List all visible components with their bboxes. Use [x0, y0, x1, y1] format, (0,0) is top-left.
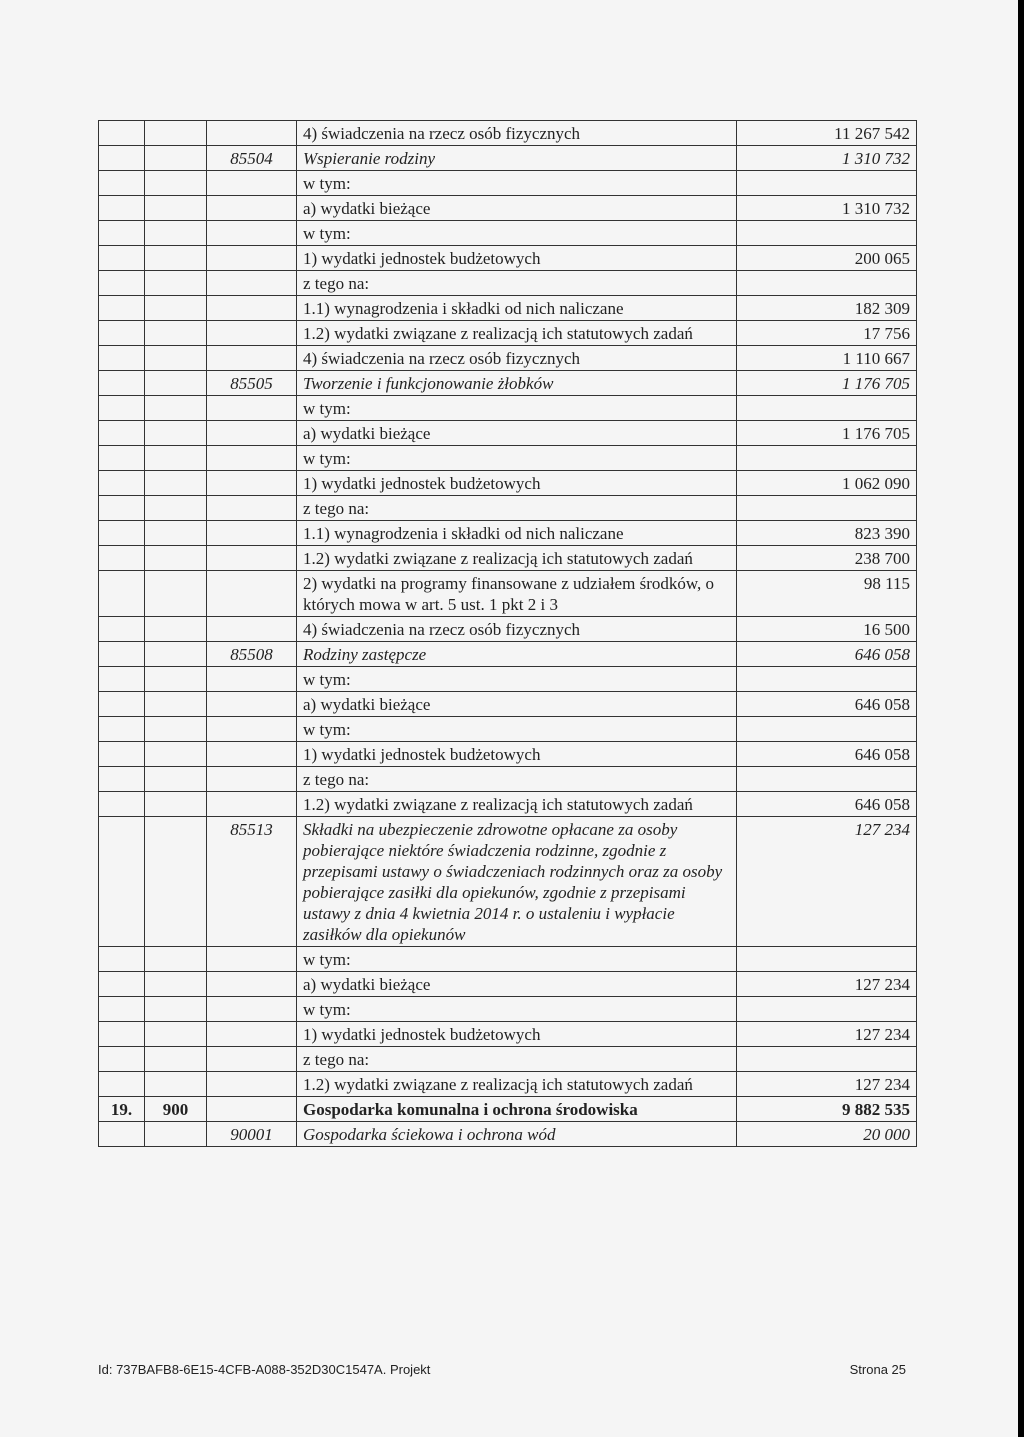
section-number-cell — [99, 496, 145, 521]
division-code-cell — [145, 1072, 207, 1097]
table-row — [99, 171, 917, 196]
table-row — [99, 947, 917, 972]
chapter-code-cell — [207, 1072, 297, 1097]
chapter-code-cell — [207, 221, 297, 246]
amount-cell: 98 115 — [737, 571, 917, 617]
description-cell: 2) wydatki na programy finansowane z udziałem środków, o których mowa w art. 5 ust. 1 pkt 2 i 3 — [297, 571, 737, 617]
table-row — [99, 1022, 917, 1047]
section-number-cell — [99, 421, 145, 446]
table-row — [99, 396, 917, 421]
description-cell: w tym: — [297, 446, 737, 471]
amount-cell — [737, 667, 917, 692]
scan-edge — [1018, 0, 1024, 1437]
division-code-cell — [145, 196, 207, 221]
description-cell: w tym: — [297, 667, 737, 692]
table-row — [99, 571, 917, 617]
chapter-code-cell — [207, 346, 297, 371]
section-number-cell — [99, 171, 145, 196]
division-code-cell — [145, 396, 207, 421]
table-row — [99, 767, 917, 792]
division-code-cell — [145, 446, 207, 471]
section-number-cell — [99, 221, 145, 246]
description-cell: 1.1) wynagrodzenia i składki od nich naliczane — [297, 521, 737, 546]
division-code-cell — [145, 421, 207, 446]
chapter-code-cell — [207, 521, 297, 546]
chapter-code-cell: 90001 — [207, 1122, 297, 1147]
table-row — [99, 667, 917, 692]
chapter-code-cell — [207, 692, 297, 717]
chapter-code-cell — [207, 792, 297, 817]
chapter-code-cell — [207, 446, 297, 471]
amount-cell: 127 234 — [737, 972, 917, 997]
table-row — [99, 346, 917, 371]
description-cell: Gospodarka ściekowa i ochrona wód — [297, 1122, 737, 1147]
amount-cell — [737, 1047, 917, 1072]
chapter-code-cell: 85508 — [207, 642, 297, 667]
division-code-cell — [145, 146, 207, 171]
table-row — [99, 642, 917, 667]
chapter-code-cell — [207, 717, 297, 742]
section-number-cell: 19. — [99, 1097, 145, 1122]
description-cell: w tym: — [297, 717, 737, 742]
division-code-cell — [145, 817, 207, 947]
amount-cell: 238 700 — [737, 546, 917, 571]
description-cell: z tego na: — [297, 1047, 737, 1072]
division-code-cell — [145, 121, 207, 146]
description-cell: 1.2) wydatki związane z realizacją ich statutowych zadań — [297, 546, 737, 571]
description-cell: w tym: — [297, 221, 737, 246]
chapter-code-cell: 85505 — [207, 371, 297, 396]
table-row — [99, 717, 917, 742]
table-row — [99, 321, 917, 346]
chapter-code-cell — [207, 1022, 297, 1047]
division-code-cell — [145, 792, 207, 817]
section-number-cell — [99, 371, 145, 396]
section-number-cell — [99, 642, 145, 667]
description-cell: Gospodarka komunalna i ochrona środowiska — [297, 1097, 737, 1122]
division-code-cell — [145, 246, 207, 271]
amount-cell — [737, 767, 917, 792]
section-number-cell — [99, 146, 145, 171]
description-cell: a) wydatki bieżące — [297, 421, 737, 446]
table-row — [99, 1122, 917, 1147]
division-code-cell — [145, 617, 207, 642]
amount-cell: 16 500 — [737, 617, 917, 642]
section-number-cell — [99, 742, 145, 767]
chapter-code-cell — [207, 767, 297, 792]
section-number-cell — [99, 246, 145, 271]
chapter-code-cell — [207, 171, 297, 196]
section-number-cell — [99, 817, 145, 947]
division-code-cell — [145, 742, 207, 767]
amount-cell: 646 058 — [737, 742, 917, 767]
chapter-code-cell — [207, 947, 297, 972]
chapter-code-cell: 85504 — [207, 146, 297, 171]
amount-cell: 17 756 — [737, 321, 917, 346]
table-row — [99, 972, 917, 997]
table-row — [99, 617, 917, 642]
table-row — [99, 271, 917, 296]
section-number-cell — [99, 1022, 145, 1047]
description-cell: 1) wydatki jednostek budżetowych — [297, 246, 737, 271]
chapter-code-cell — [207, 421, 297, 446]
description-cell: Składki na ubezpieczenie zdrowotne opłacane za osoby pobierające niektóre świadczenia rodzinne, zgodnie z przepisami ustawy o świadczeniach rodzinnych oraz za osoby pobierające zasiłki dla opiekunów, zgodnie z przepisami ustawy z dnia 4 kwietnia 2014 r. o ustaleniu i wypłacie zasiłków dla opiekunów — [297, 817, 737, 947]
description-cell: a) wydatki bieżące — [297, 196, 737, 221]
chapter-code-cell — [207, 321, 297, 346]
table-row — [99, 817, 917, 947]
section-number-cell — [99, 296, 145, 321]
amount-cell: 1 176 705 — [737, 421, 917, 446]
budget-table-body — [99, 121, 917, 1147]
table-row — [99, 371, 917, 396]
table-row — [99, 546, 917, 571]
division-code-cell — [145, 346, 207, 371]
amount-cell: 20 000 — [737, 1122, 917, 1147]
division-code-cell: 900 — [145, 1097, 207, 1122]
description-cell: 1.2) wydatki związane z realizacją ich statutowych zadań — [297, 321, 737, 346]
amount-cell — [737, 717, 917, 742]
section-number-cell — [99, 471, 145, 496]
amount-cell: 182 309 — [737, 296, 917, 321]
division-code-cell — [145, 1022, 207, 1047]
chapter-code-cell — [207, 972, 297, 997]
description-cell: a) wydatki bieżące — [297, 692, 737, 717]
section-number-cell — [99, 947, 145, 972]
division-code-cell — [145, 546, 207, 571]
division-code-cell — [145, 271, 207, 296]
amount-cell: 1 310 732 — [737, 146, 917, 171]
chapter-code-cell — [207, 667, 297, 692]
description-cell: 1.1) wynagrodzenia i składki od nich naliczane — [297, 296, 737, 321]
chapter-code-cell — [207, 246, 297, 271]
division-code-cell — [145, 221, 207, 246]
description-cell: w tym: — [297, 396, 737, 421]
document-id: Id: 737BAFB8-6E15-4CFB-A088-352D30C1547A. Projekt — [98, 1362, 431, 1377]
amount-cell — [737, 496, 917, 521]
amount-cell: 1 176 705 — [737, 371, 917, 396]
table-row — [99, 1072, 917, 1097]
division-code-cell — [145, 642, 207, 667]
section-number-cell — [99, 617, 145, 642]
division-code-cell — [145, 521, 207, 546]
description-cell: 1.2) wydatki związane z realizacją ich statutowych zadań — [297, 792, 737, 817]
table-row — [99, 742, 917, 767]
description-cell: 1) wydatki jednostek budżetowych — [297, 471, 737, 496]
amount-cell — [737, 221, 917, 246]
division-code-cell — [145, 997, 207, 1022]
section-number-cell — [99, 271, 145, 296]
division-code-cell — [145, 767, 207, 792]
table-row — [99, 997, 917, 1022]
section-number-cell — [99, 972, 145, 997]
division-code-cell — [145, 496, 207, 521]
chapter-code-cell — [207, 571, 297, 617]
chapter-code-cell — [207, 617, 297, 642]
chapter-code-cell — [207, 997, 297, 1022]
amount-cell: 646 058 — [737, 792, 917, 817]
chapter-code-cell — [207, 196, 297, 221]
amount-cell: 127 234 — [737, 1022, 917, 1047]
section-number-cell — [99, 767, 145, 792]
table-row — [99, 296, 917, 321]
section-number-cell — [99, 121, 145, 146]
page-footer — [98, 1362, 906, 1377]
description-cell: w tym: — [297, 997, 737, 1022]
section-number-cell — [99, 571, 145, 617]
section-number-cell — [99, 546, 145, 571]
table-row — [99, 446, 917, 471]
section-number-cell — [99, 521, 145, 546]
description-cell: w tym: — [297, 947, 737, 972]
description-cell: 1.2) wydatki związane z realizacją ich statutowych zadań — [297, 1072, 737, 1097]
chapter-code-cell — [207, 296, 297, 321]
section-number-cell — [99, 196, 145, 221]
description-cell: z tego na: — [297, 271, 737, 296]
chapter-code-cell — [207, 471, 297, 496]
amount-cell: 823 390 — [737, 521, 917, 546]
amount-cell — [737, 171, 917, 196]
division-code-cell — [145, 947, 207, 972]
chapter-code-cell — [207, 742, 297, 767]
section-number-cell — [99, 1072, 145, 1097]
description-cell: 4) świadczenia na rzecz osób fizycznych — [297, 346, 737, 371]
description-cell: w tym: — [297, 171, 737, 196]
division-code-cell — [145, 371, 207, 396]
section-number-cell — [99, 667, 145, 692]
chapter-code-cell — [207, 1047, 297, 1072]
amount-cell — [737, 947, 917, 972]
amount-cell: 646 058 — [737, 692, 917, 717]
description-cell: 4) świadczenia na rzecz osób fizycznych — [297, 617, 737, 642]
description-cell: Wspieranie rodziny — [297, 146, 737, 171]
chapter-code-cell: 85513 — [207, 817, 297, 947]
table-row — [99, 146, 917, 171]
amount-cell: 127 234 — [737, 817, 917, 947]
chapter-code-cell — [207, 1097, 297, 1122]
division-code-cell — [145, 1122, 207, 1147]
amount-cell: 200 065 — [737, 246, 917, 271]
description-cell: 1) wydatki jednostek budżetowych — [297, 742, 737, 767]
description-cell: Rodziny zastępcze — [297, 642, 737, 667]
amount-cell — [737, 446, 917, 471]
page-number: Strona 25 — [849, 1362, 906, 1377]
description-cell: z tego na: — [297, 496, 737, 521]
table-row — [99, 221, 917, 246]
amount-cell — [737, 997, 917, 1022]
section-number-cell — [99, 1122, 145, 1147]
budget-table — [98, 120, 917, 1147]
table-row — [99, 692, 917, 717]
amount-cell: 9 882 535 — [737, 1097, 917, 1122]
section-number-cell — [99, 446, 145, 471]
table-row — [99, 246, 917, 271]
amount-cell — [737, 271, 917, 296]
amount-cell: 127 234 — [737, 1072, 917, 1097]
amount-cell: 1 310 732 — [737, 196, 917, 221]
section-number-cell — [99, 346, 145, 371]
division-code-cell — [145, 171, 207, 196]
table-row — [99, 1097, 917, 1122]
chapter-code-cell — [207, 121, 297, 146]
division-code-cell — [145, 471, 207, 496]
chapter-code-cell — [207, 396, 297, 421]
section-number-cell — [99, 321, 145, 346]
description-cell: Tworzenie i funkcjonowanie żłobków — [297, 371, 737, 396]
division-code-cell — [145, 667, 207, 692]
table-row — [99, 121, 917, 146]
section-number-cell — [99, 997, 145, 1022]
description-cell: z tego na: — [297, 767, 737, 792]
table-row — [99, 521, 917, 546]
chapter-code-cell — [207, 496, 297, 521]
amount-cell: 1 062 090 — [737, 471, 917, 496]
section-number-cell — [99, 692, 145, 717]
chapter-code-cell — [207, 271, 297, 296]
division-code-cell — [145, 717, 207, 742]
chapter-code-cell — [207, 546, 297, 571]
description-cell: a) wydatki bieżące — [297, 972, 737, 997]
amount-cell: 11 267 542 — [737, 121, 917, 146]
division-code-cell — [145, 1047, 207, 1072]
division-code-cell — [145, 692, 207, 717]
table-row — [99, 471, 917, 496]
amount-cell: 1 110 667 — [737, 346, 917, 371]
table-row — [99, 792, 917, 817]
division-code-cell — [145, 296, 207, 321]
division-code-cell — [145, 321, 207, 346]
section-number-cell — [99, 717, 145, 742]
amount-cell: 646 058 — [737, 642, 917, 667]
amount-cell — [737, 396, 917, 421]
table-row — [99, 196, 917, 221]
division-code-cell — [145, 972, 207, 997]
section-number-cell — [99, 792, 145, 817]
section-number-cell — [99, 396, 145, 421]
description-cell: 4) świadczenia na rzecz osób fizycznych — [297, 121, 737, 146]
table-row — [99, 421, 917, 446]
section-number-cell — [99, 1047, 145, 1072]
description-cell: 1) wydatki jednostek budżetowych — [297, 1022, 737, 1047]
division-code-cell — [145, 571, 207, 617]
table-row — [99, 496, 917, 521]
table-row — [99, 1047, 917, 1072]
